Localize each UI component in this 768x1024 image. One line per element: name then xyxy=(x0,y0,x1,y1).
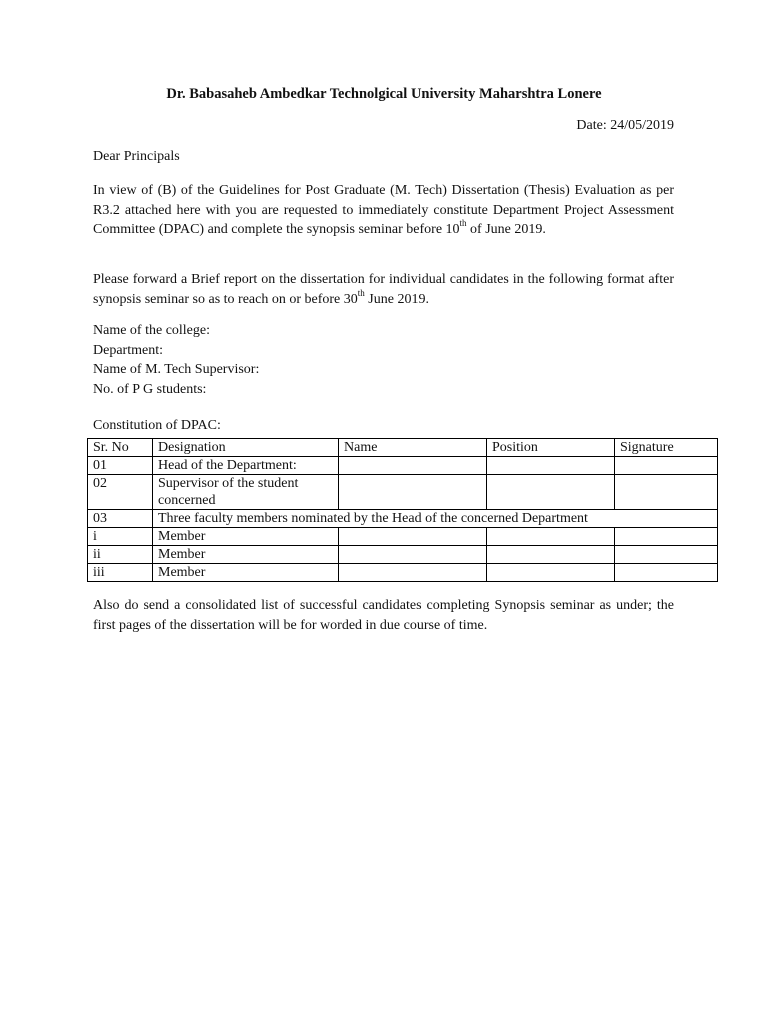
cell-designation: Three faculty members nominated by the Head of the concerned Department xyxy=(153,510,718,528)
cell-position xyxy=(487,457,615,475)
table-row xyxy=(88,457,718,475)
cell-name xyxy=(339,528,487,546)
cell-sr: 02 xyxy=(88,475,153,510)
cell-position xyxy=(487,528,615,546)
table-row xyxy=(88,510,718,528)
cell-name xyxy=(339,546,487,564)
header-signature: Signature xyxy=(615,439,718,457)
cell-signature xyxy=(615,546,718,564)
table-row xyxy=(88,546,718,564)
cell-sr: iii xyxy=(88,564,153,582)
cell-designation: Head of the Department: xyxy=(153,457,339,475)
field-department: Department: xyxy=(93,342,163,358)
field-supervisor: Name of M. Tech Supervisor: xyxy=(93,362,260,377)
header-position: Position xyxy=(487,439,615,457)
table-header-row xyxy=(88,439,718,457)
paragraph-text: In view of (B) of the Guidelines for Post Graduate (M. Tech) Dissertation (Thesis) Evaluation as per R3.2 attached here with you are requested to immediately constitute Department Project Assessment Committee (DPAC) and complete the synopsis seminar before 10 xyxy=(93,183,674,237)
report-fields xyxy=(93,321,259,399)
table-row xyxy=(88,564,718,582)
field-students: No. of P G students: xyxy=(93,381,207,397)
cell-designation: Supervisor of the student concerned xyxy=(153,475,339,510)
ordinal-suffix: th xyxy=(357,287,365,298)
header-sr-no: Sr. No xyxy=(88,439,153,457)
cell-name xyxy=(339,457,487,475)
ordinal-suffix: th xyxy=(459,218,467,229)
cell-signature xyxy=(615,475,718,510)
paragraph-text: Please forward a Brief report on the dissertation for individual candidates in the following format after synopsis seminar so as to reach on or before 30 xyxy=(93,272,674,307)
paragraph-forward-report xyxy=(93,270,674,309)
table-row xyxy=(88,475,718,510)
cell-sr: i xyxy=(88,528,153,546)
paragraph-constitute-dpac xyxy=(93,181,674,240)
cell-signature xyxy=(615,564,718,582)
university-title: Dr. Babasaheb Ambedkar Technolgical University Maharshtra Lonere xyxy=(166,86,602,102)
table-row xyxy=(88,528,718,546)
cell-sr: 01 xyxy=(88,457,153,475)
cell-position xyxy=(487,546,615,564)
cell-sr: ii xyxy=(88,546,153,564)
cell-position xyxy=(487,475,615,510)
dpac-table xyxy=(87,438,718,582)
dpac-label: Constitution of DPAC: xyxy=(93,418,221,433)
cell-designation: Member xyxy=(153,528,339,546)
cell-designation: Member xyxy=(153,546,339,564)
cell-signature xyxy=(615,528,718,546)
field-college: Name of the college: xyxy=(93,323,211,338)
header-name: Name xyxy=(339,439,487,457)
cell-designation: Member xyxy=(153,564,339,582)
paragraph-tail: of June 2019. xyxy=(466,222,546,237)
paragraph-consolidated-list: Also do send a consolidated list of successful candidates completing Synopsis seminar as under; the first pages of the dissertation will be for worded in due course of time. xyxy=(93,598,674,633)
cell-position xyxy=(487,564,615,582)
cell-name xyxy=(339,564,487,582)
cell-name xyxy=(339,475,487,510)
letter-date: Date: 24/05/2019 xyxy=(576,118,674,133)
cell-signature xyxy=(615,457,718,475)
cell-sr: 03 xyxy=(88,510,153,528)
paragraph-tail: June 2019. xyxy=(364,291,429,307)
salutation: Dear Principals xyxy=(93,149,180,164)
header-designation: Designation xyxy=(153,439,339,457)
